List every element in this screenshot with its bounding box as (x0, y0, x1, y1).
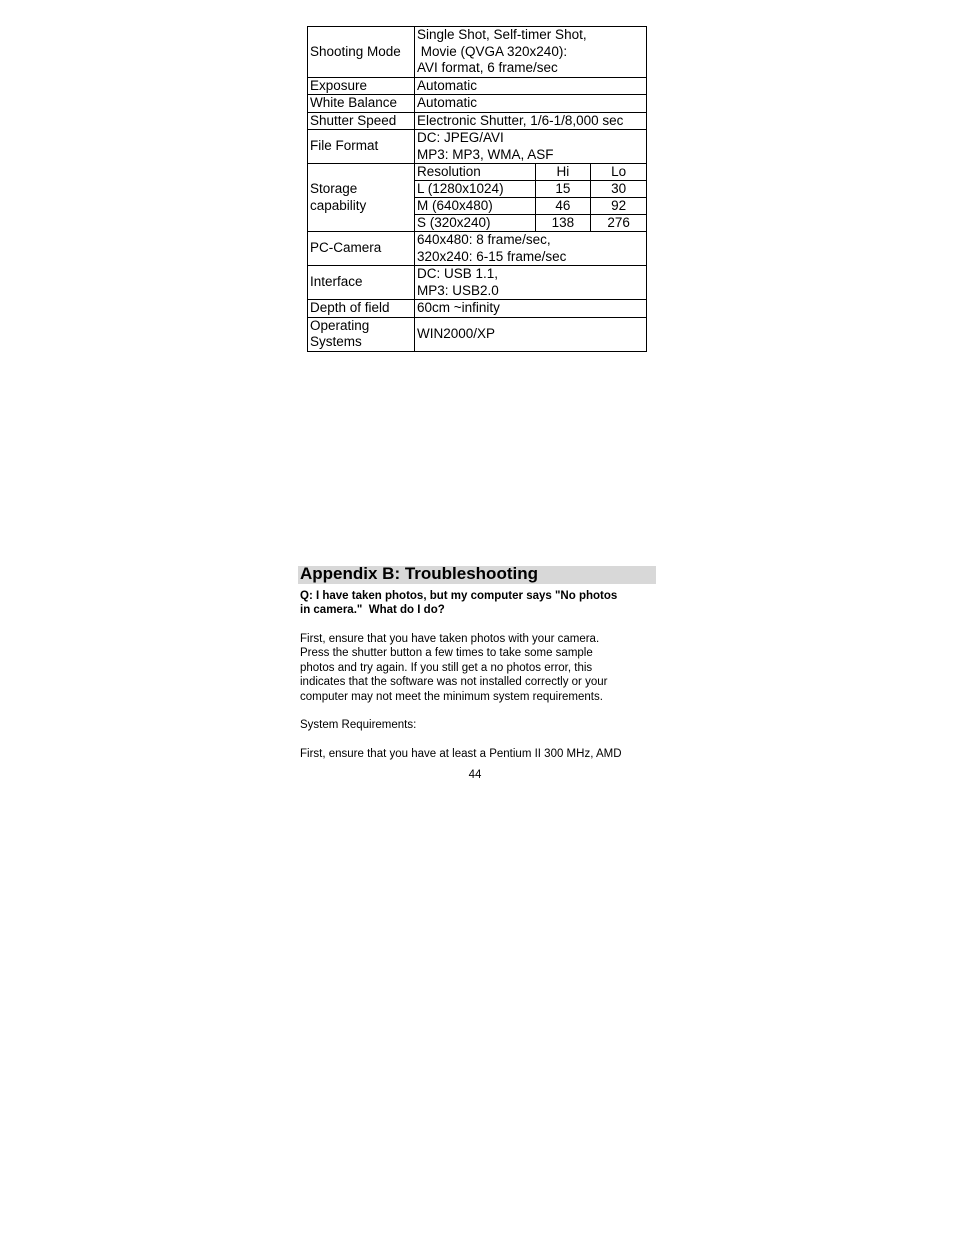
appendix-title: Appendix B: Troubleshooting (300, 564, 538, 583)
storage-capability-table (415, 164, 646, 231)
spec-label-line: capability (310, 197, 367, 213)
spec-row-storage (308, 164, 647, 232)
spec-row-white-balance (308, 95, 647, 113)
spec-value-line: MP3: USB2.0 (417, 282, 499, 298)
spec-value: WIN2000/XP (415, 317, 647, 351)
storage-row (415, 215, 646, 232)
spec-label (308, 164, 415, 232)
spec-label: File Format (308, 130, 415, 164)
storage-resolution: M (640x480) (415, 198, 535, 215)
spec-row-file-format (308, 130, 647, 164)
faq-question-line: Q: I have taken photos, but my computer says "No photos (300, 590, 618, 602)
spec-label-line: Storage (310, 181, 358, 196)
system-requirements-paragraph: First, ensure that you have at least a Pentium II 300 MHz, AMD (300, 748, 622, 760)
storage-header: Hi (535, 164, 591, 181)
spec-row-shooting-mode (308, 27, 647, 78)
spec-value (415, 232, 647, 266)
spec-label: Exposure (308, 77, 415, 95)
storage-hi: 138 (535, 215, 591, 232)
spec-row-interface (308, 266, 647, 300)
faq-question (300, 589, 660, 618)
storage-header: Lo (591, 164, 646, 181)
spec-row-shutter-speed (308, 112, 647, 130)
spec-value (415, 266, 647, 300)
paragraph-line: computer may not meet the minimum system requirements. (300, 690, 603, 703)
spec-row-depth-of-field (308, 300, 647, 318)
spec-value: Automatic (415, 95, 647, 113)
storage-lo: 30 (591, 181, 646, 198)
appendix-heading-bar (298, 566, 656, 584)
spec-value: Electronic Shutter, 1/6-1/8,000 sec (415, 112, 647, 130)
spec-value-line: 640x480: 8 frame/sec, (417, 232, 551, 247)
spec-value-line: Single Shot, Self-timer Shot, (417, 27, 587, 42)
faq-answer-paragraph (300, 632, 660, 704)
spec-value-line: AVI format, 6 frame/sec (417, 60, 558, 75)
storage-header-row (415, 164, 646, 181)
paragraph-line: indicates that the software was not installed correctly or your (300, 676, 608, 689)
spec-row-exposure (308, 77, 647, 95)
storage-cell (415, 164, 647, 232)
spec-label: Depth of field (308, 300, 415, 318)
paragraph-line: First, ensure that you have taken photos with your camera. (300, 633, 600, 645)
specifications-table (307, 26, 647, 352)
storage-resolution: S (320x240) (415, 215, 535, 232)
faq-question-line: in camera." What do I do? (300, 604, 445, 617)
spec-label: PC-Camera (308, 232, 415, 266)
storage-row (415, 198, 646, 215)
spec-label-line: Systems (310, 334, 362, 349)
spec-label: Shutter Speed (308, 112, 415, 130)
spec-row-operating-systems (308, 317, 647, 351)
page-number: 44 (468, 769, 482, 781)
storage-header: Resolution (415, 164, 535, 181)
spec-label (308, 317, 415, 351)
spec-value-line: Movie (QVGA 320x240): (417, 43, 568, 59)
storage-hi: 46 (535, 198, 591, 215)
paragraph-line: Press the shutter button a few times to take some sample (300, 647, 593, 660)
storage-row (415, 181, 646, 198)
spec-value: 60cm ~infinity (415, 300, 647, 318)
spec-value (415, 27, 647, 78)
spec-value-line: DC: JPEG/AVI (417, 130, 504, 145)
spec-value: Automatic (415, 77, 647, 95)
storage-lo: 92 (591, 198, 646, 215)
spec-label-line: Operating (310, 317, 370, 333)
storage-resolution: L (1280x1024) (415, 181, 535, 198)
spec-label: White Balance (308, 95, 415, 113)
spec-value (415, 130, 647, 164)
paragraph-line: photos and try again. If you still get a no photos error, this (300, 661, 593, 674)
storage-lo: 276 (591, 215, 646, 232)
spec-value-line: 320x240: 6-15 frame/sec (417, 248, 567, 264)
spec-label: Interface (308, 266, 415, 300)
spec-value-line: DC: USB 1.1, (417, 266, 499, 281)
spec-row-pc-camera (308, 232, 647, 266)
storage-hi: 15 (535, 181, 591, 198)
spec-label: Shooting Mode (308, 27, 415, 78)
spec-value-line: MP3: MP3, WMA, ASF (417, 146, 554, 162)
system-requirements-heading: System Requirements: (300, 719, 417, 731)
